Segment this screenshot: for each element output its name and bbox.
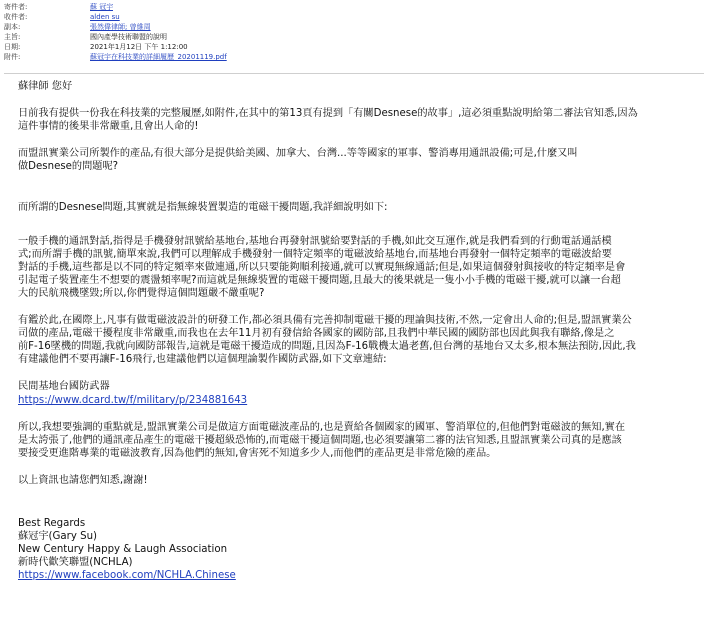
header-divider	[4, 73, 704, 74]
text-line: 有鑑於此,在國際上,凡事有做電磁波設計的研發工作,都必須具備有完善抑制電磁干擾的理論與技術,不然,一定會出人命的;但是,盟訊實業公	[18, 315, 632, 327]
text-line: 而所謂的Desnese問題,其實就是指無線裝置製造的電磁干擾問題,我詳細說明如下:	[18, 202, 388, 214]
header-label: 收件者:	[4, 13, 28, 21]
text-line: 式;而所謂手機的訊號,簡單來說,我們可以理解成手機發射一個特定頻率的電磁波給基地台,而基地台再發射一個特定頻率的電磁波給要	[18, 248, 612, 260]
text-line: 引起電子裝置產生不想要的震盪頻率呢?而這就是無線裝置的電磁干擾問題,且最大的後果就是一隻小小手機的電磁干擾,就可以讓一台超	[18, 274, 621, 286]
article-link[interactable]: https://www.dcard.tw/f/military/p/234881643	[18, 394, 248, 406]
attachment-link[interactable]: 蘇冠宇在科技業的詳細履歷_20201119.pdf	[90, 53, 227, 61]
header-row-cc	[4, 22, 704, 32]
date-text: 2021年1月12日 下午 1:12:00	[90, 43, 188, 51]
paragraph-desnese	[18, 201, 704, 214]
signature-regards: Best Regards	[18, 517, 86, 529]
paragraph-interference	[18, 314, 704, 366]
header-label: 主旨:	[4, 33, 21, 41]
text-line: 這件事情的後果非常嚴重,且會出人命的!	[18, 121, 199, 133]
signature-name: 蘇冠宇(Gary Su)	[18, 531, 98, 543]
text-line: 而盟訊實業公司所製作的產品,有很大部分是提供給美國、加拿大、台灣...等等國家的軍事、警消專用通訊設備;可是,什麼又叫	[18, 148, 578, 160]
header-label: 寄件者:	[4, 3, 28, 11]
text-line: 日前我有提供一份我在科技業的完整履歷,如附件,在其中的第13頁有提到「有關Desnese的故事」,這必須重點說明給第二審法官知悉,因為	[18, 108, 638, 120]
paragraph-emphasis	[18, 421, 704, 460]
text-line: 是太誇張了,他們的通訊產品產生的電磁干擾超級恐怖的,而電磁干擾這個問題,也必須要讓第二審的法官知悉,且盟訊實業公司真的是應該	[18, 434, 622, 446]
email-body	[18, 80, 704, 582]
text-line: 要接受更進階專業的電磁波教育,因為他們的無知,會害死不知道多少人,而他們的產品更是非常危險的產品。	[18, 447, 497, 459]
text-line: 司做的產品,電磁干擾程度非常嚴重,而我也在去年11月初有發信給各國家的國防部,且我們中華民國的國防部也因此與我有聯絡,像是之	[18, 328, 615, 340]
email-header	[4, 2, 704, 62]
header-label: 日期:	[4, 43, 21, 51]
header-label: 附件:	[4, 53, 21, 61]
text-line: 一般手機的通訊對話,指得是手機發射訊號給基地台,基地台再發射訊號給要對話的手機,如此交互運作,就是我們看到的行動電話通話模	[18, 235, 612, 247]
text-line: 前F-16墜機的問題,我就向國防部報告,這就是電磁干擾造成的問題,且因為F-16戰機太過老舊,但台灣的基地台又太多,根本無法預防,因此,我	[18, 341, 636, 353]
recipient-link[interactable]: alden su	[90, 13, 120, 21]
greeting: 蘇律師 您好	[18, 81, 73, 92]
facebook-link[interactable]: https://www.facebook.com/NCHLA.Chinese	[18, 570, 236, 582]
paragraph-phone-explanation	[18, 235, 704, 300]
subject-text: 國內產學技術聯盟的說明	[90, 33, 167, 41]
header-row-to	[4, 12, 704, 22]
link-title: 民間基地台國防武器	[18, 381, 110, 393]
signature	[18, 517, 704, 582]
header-row-date	[4, 42, 704, 52]
text-line: 所以,我想要強調的重點就是,盟訊實業公司是做這方面電磁波產品的,也是賣給各個國家的國軍、警消單位的,但他們對電磁波的無知,實在	[18, 421, 626, 433]
text-line: 大的民航飛機墜毀;所以,你們覺得這個問題嚴不嚴重呢?	[18, 287, 265, 299]
text-line: 對話的手機,這些都是以不同的特定頻率來做連通,所以只要能夠順利接通,就可以實現無線通話;但是,如果這個發射與接收的特定頻率是會	[18, 261, 626, 273]
text-line: 做Desnese的問題呢?	[18, 161, 119, 173]
text-line: 有建議他們不要再讓F-16飛行,也建議他們以這個理論製作國防武器,如下文章連結:	[18, 354, 387, 366]
paragraph-products	[18, 147, 704, 173]
sender-link[interactable]: 蘇 冠宇	[90, 3, 114, 11]
closing-line: 以上資訊也請您們知悉,謝謝!	[18, 474, 148, 486]
header-row-from	[4, 2, 704, 12]
paragraph-resume	[18, 107, 704, 133]
header-label: 副本:	[4, 23, 21, 31]
cc-links[interactable]: 張然偉律師; 曾維周	[90, 23, 151, 31]
header-row-attachment	[4, 52, 704, 62]
signature-org-zh: 新時代歡笑聯盟(NCHLA)	[18, 557, 133, 569]
signature-org-en: New Century Happy & Laugh Association	[18, 544, 228, 556]
header-row-subject	[4, 32, 704, 42]
